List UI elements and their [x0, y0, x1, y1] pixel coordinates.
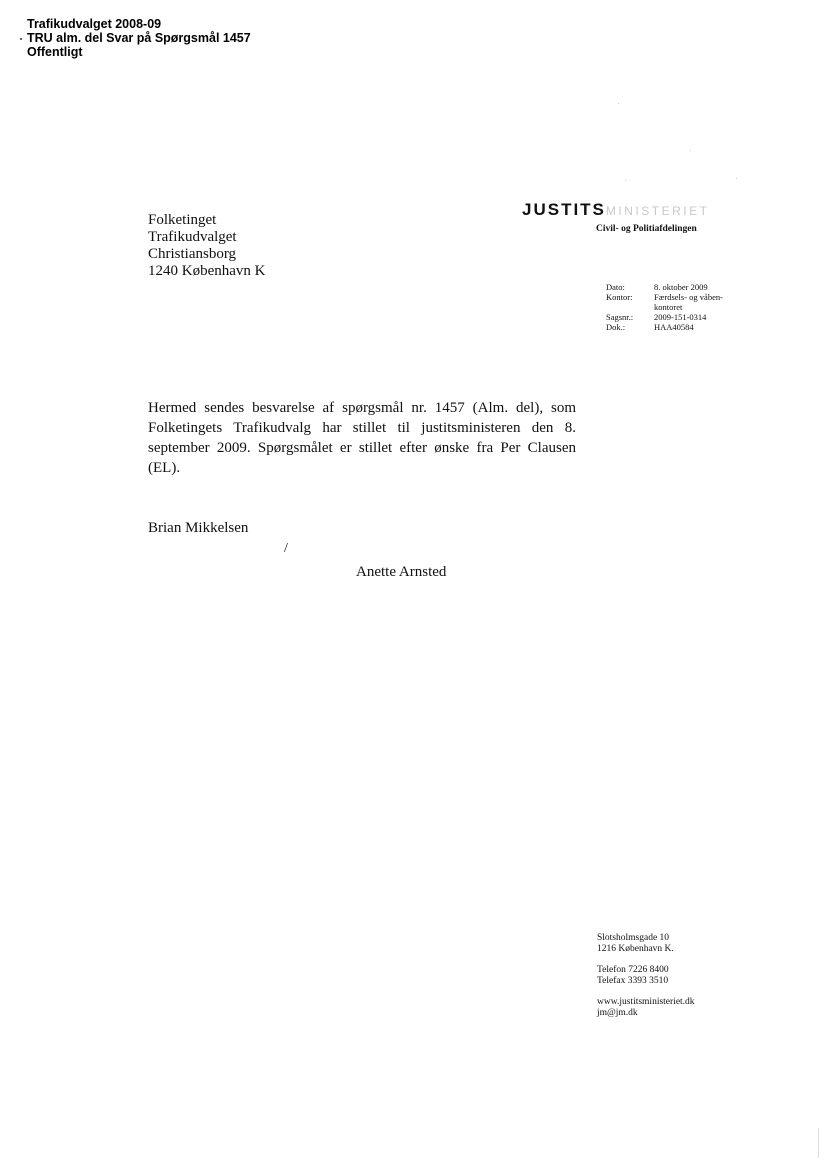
footer-address-city: 1216 København K. — [597, 944, 674, 954]
header-stamp — [27, 17, 251, 59]
meta-row — [606, 302, 732, 312]
recipient-line: 1240 København K — [148, 263, 266, 279]
meta-label: Kontor: — [606, 292, 633, 302]
stamp-status: Offentligt — [27, 45, 83, 59]
logo-faint-text: MINISTERIET — [605, 204, 710, 218]
recipient-line: Folketinget — [148, 212, 217, 228]
meta-value: Færdsels- og våben- — [654, 292, 723, 302]
meta-label: Dato: — [606, 282, 625, 292]
meta-value: 2009-151-0314 — [654, 312, 707, 322]
ministry-logo — [522, 200, 709, 220]
logo-strong-text: JUSTITS — [522, 200, 606, 219]
meta-row — [606, 282, 732, 292]
recipient-line: Christiansborg — [148, 246, 237, 262]
meta-row — [606, 322, 732, 332]
footer-website: www.justitsministeriet.dk — [597, 997, 695, 1007]
signature-slash: / — [284, 541, 288, 556]
department-name: Civil- og Politiafdelingen — [596, 224, 697, 234]
recipient-address — [148, 212, 265, 280]
meta-value: kontoret — [654, 302, 683, 312]
meta-value: HAA40584 — [654, 322, 694, 332]
meta-value: 8. oktober 2009 — [654, 282, 708, 292]
scan-edge-mark — [818, 1128, 819, 1158]
recipient-line: Trafikudvalget — [148, 229, 237, 245]
case-metadata — [606, 282, 732, 332]
meta-label: Sagsnr.: — [606, 312, 634, 322]
footer-phone: Telefon 7226 8400 — [597, 965, 669, 975]
footer-email: jm@jm.dk — [597, 1008, 638, 1018]
ministry-contact-footer — [597, 933, 695, 1019]
secondary-signer-name: Anette Arnsted — [356, 564, 447, 580]
sender-name: Brian Mikkelsen — [148, 520, 249, 536]
scan-speck — [625, 180, 626, 181]
stamp-reference: TRU alm. del Svar på Spørgsmål 1457 — [27, 31, 251, 45]
letter-body: Hermed sendes besvarelse af spørgsmål nr. 1457 (Alm. del), som Folketingets Trafikudvalg har stillet til justitsministeren den 8. september 2009. Spørgsmålet er stillet efter ønske fra Per Clausen (EL). — [148, 400, 576, 476]
scan-speck — [736, 178, 737, 179]
footer-address-street: Slotsholmsgade 10 — [597, 933, 670, 943]
scan-speck — [690, 150, 691, 151]
stamp-committee: Trafikudvalget 2008-09 — [27, 17, 162, 31]
meta-label: Dok.: — [606, 322, 626, 332]
scan-speck — [618, 103, 619, 104]
meta-row — [606, 292, 732, 302]
meta-label — [606, 302, 654, 312]
scan-speck — [20, 38, 22, 40]
meta-row — [606, 312, 732, 322]
footer-fax: Telefax 3393 3510 — [597, 976, 669, 986]
